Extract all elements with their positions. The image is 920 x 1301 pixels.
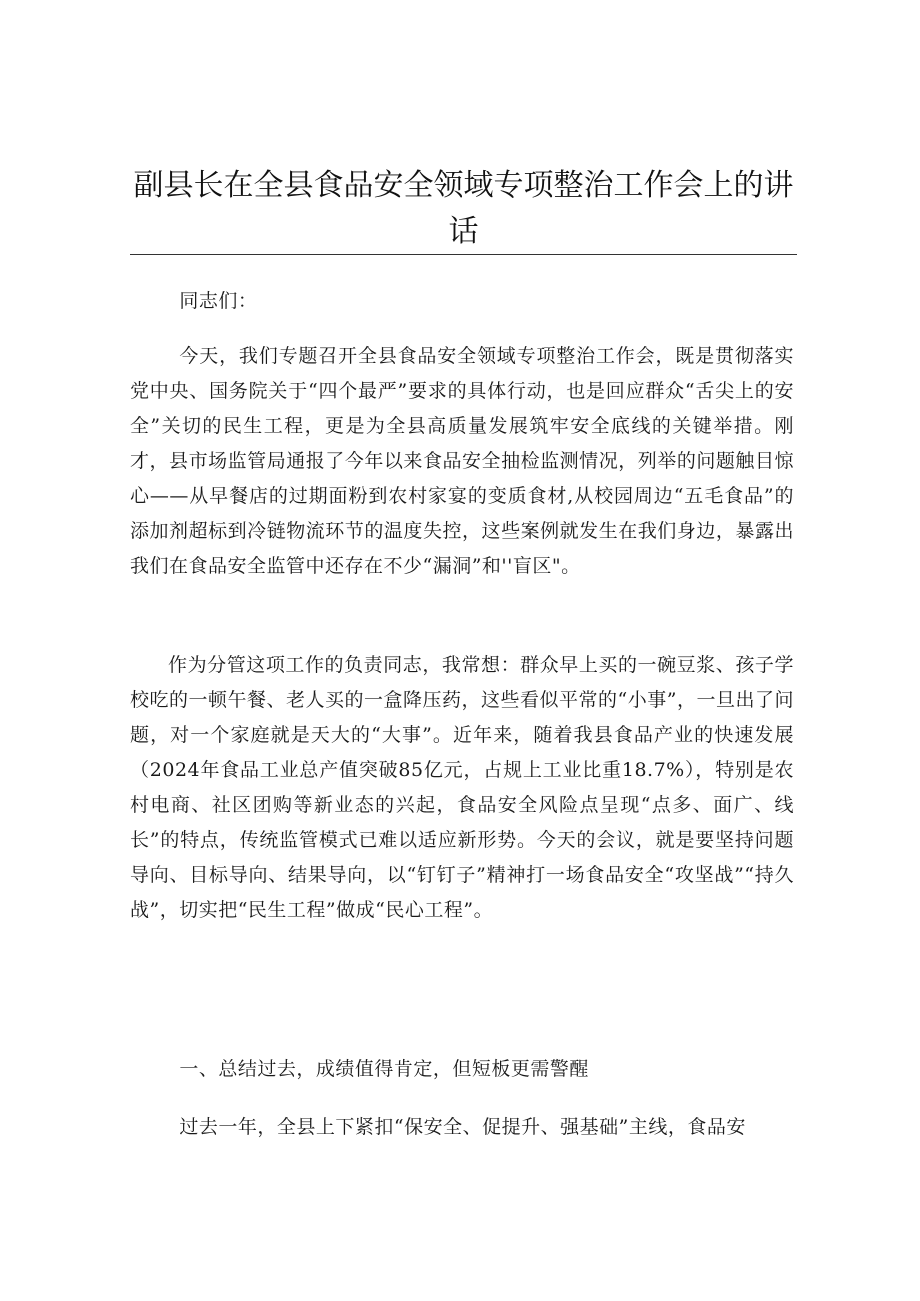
section-heading: 一、总结过去，成绩值得肯定，但短板更需警醒 xyxy=(179,1058,589,1080)
title-underline xyxy=(130,254,797,255)
salutation: 同志们： xyxy=(179,290,258,312)
section-paragraph: 过去一年，全县上下紧扣“保安全、促提升、强基础”主线，食品安 xyxy=(179,1116,746,1138)
paragraph-responsibility: 作为分管这项工作的负责同志，我常想：群众早上买的一碗豆浆、孩子学校吃的一顿午餐、老人买的一盒降压药，这些看似平常的“小事”，一旦出了问题，对一个家庭就是天大的“大事”。近年来，随着我县食品产业的快速发展（2024年食品工业总产值突破85亿元，占规上工业比重18.7%），特别是农村电商、社区团购等新业态的兴起，食品安全风险点呈现“点多、面广、线长”的特点，传统监管模式已难以适应新形势。今天的会议，就是要坚持问题导向、目标导向、结果导向，以“钉钉子”精神打一场食品安全“攻坚战”“持久战”，切实把“民生工程”做成“民心工程”。 xyxy=(130,654,794,921)
document-title: 副县长在全县食品安全领域专项整治工作会上的讲话 xyxy=(133,168,794,249)
paragraph-intro: 今天，我们专题召开全县食品安全领域专项整治工作会，既是贯彻落实党中央、国务院关于“四个最严”要求的具体行动，也是回应群众“舌尖上的安全”关切的民生工程，更是为全县高质量发展筑牢安全底线的关键举措。刚才，县市场监管局通报了今年以来食品安全抽检监测情况，列举的问题触目惊心——从早餐店的过期面粉到农村家宴的变质食材,从校园周边“五毛食品”的添加剂超标到冷链物流环节的温度失控，这些案例就发生在我们身边，暴露出我们在食品安全监管中还存在不少“漏洞”和''盲区"。 xyxy=(130,345,794,577)
